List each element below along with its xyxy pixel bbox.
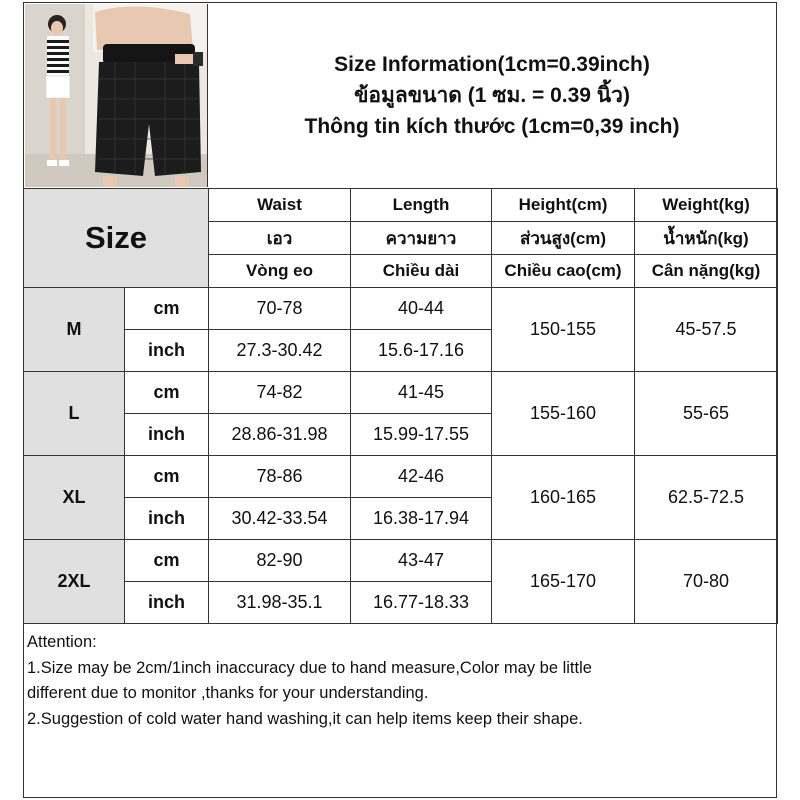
col-header-waist-th: เอว [209,222,351,255]
unit-cm-cell: cm [125,372,209,414]
col-header-weight-vi: Cân nặng(kg) [635,255,778,288]
size-table [23,188,778,624]
unit-cm-cell: cm [125,456,209,498]
waist-cm-cell: 74-82 [209,372,351,414]
col-header-height-vi: Chiều cao(cm) [492,255,635,288]
size-name-cell: M [24,288,125,372]
length-inch-cell: 16.77-18.33 [351,582,492,624]
unit-cm-cell: cm [125,288,209,330]
attention-notes [27,630,772,732]
length-cm-cell: 43-47 [351,540,492,582]
waist-cm-cell: 82-90 [209,540,351,582]
height-cell: 160-165 [492,456,635,540]
weight-cell: 70-80 [635,540,778,624]
weight-cell: 55-65 [635,372,778,456]
weight-cell: 45-57.5 [635,288,778,372]
length-inch-cell: 16.38-17.94 [351,498,492,540]
unit-inch-cell: inch [125,498,209,540]
waist-inch-cell: 27.3-30.42 [209,330,351,372]
col-header-waist-en: Waist [209,189,351,222]
col-header-length-th: ความยาว [351,222,492,255]
waist-cm-cell: 78-86 [209,456,351,498]
length-inch-cell: 15.6-17.16 [351,330,492,372]
waist-inch-cell: 30.42-33.54 [209,498,351,540]
table-header-row-english [24,189,778,222]
unit-inch-cell: inch [125,330,209,372]
col-header-weight-en: Weight(kg) [635,189,778,222]
length-cm-cell: 40-44 [351,288,492,330]
header-line-thai: ข้อมูลขนาด (1 ซม. = 0.39 นิ้ว) [354,84,630,107]
table-row [24,288,778,330]
size-information-header [208,4,776,187]
header-line-vietnamese: Thông tin kích thước (1cm=0,39 inch) [304,115,680,138]
length-cm-cell: 42-46 [351,456,492,498]
unit-cm-cell: cm [125,540,209,582]
length-inch-cell: 15.99-17.55 [351,414,492,456]
height-cell: 165-170 [492,540,635,624]
size-header: Size [24,189,209,288]
unit-inch-cell: inch [125,582,209,624]
col-header-length-vi: Chiều dài [351,255,492,288]
col-header-length-en: Length [351,189,492,222]
attention-line-1: 1.Size may be 2cm/1inch inaccuracy due to hand measure,Color may be little [27,658,592,677]
col-header-waist-vi: Vòng eo [209,255,351,288]
col-header-height-th: ส่วนสูง(cm) [492,222,635,255]
waist-inch-cell: 31.98-35.1 [209,582,351,624]
table-row [24,540,778,582]
header-line-english: Size Information(1cm=0.39inch) [334,53,650,76]
col-header-height-en: Height(cm) [492,189,635,222]
waist-inch-cell: 28.86-31.98 [209,414,351,456]
table-row [24,372,778,414]
col-header-weight-th: น้ำหนัก(kg) [635,222,778,255]
height-cell: 150-155 [492,288,635,372]
waist-cm-cell: 70-78 [209,288,351,330]
attention-line-2: different due to monitor ,thanks for your understanding. [27,684,429,702]
length-cm-cell: 41-45 [351,372,492,414]
weight-cell: 62.5-72.5 [635,456,778,540]
unit-inch-cell: inch [125,414,209,456]
size-name-cell: L [24,372,125,456]
product-photo [25,4,208,187]
table-row [24,456,778,498]
attention-title: Attention: [27,633,97,651]
attention-line-3: 2.Suggestion of cold water hand washing,it can help items keep their shape. [27,709,583,728]
product-photo-illustration [25,4,207,187]
size-name-cell: XL [24,456,125,540]
height-cell: 155-160 [492,372,635,456]
size-name-cell: 2XL [24,540,125,624]
